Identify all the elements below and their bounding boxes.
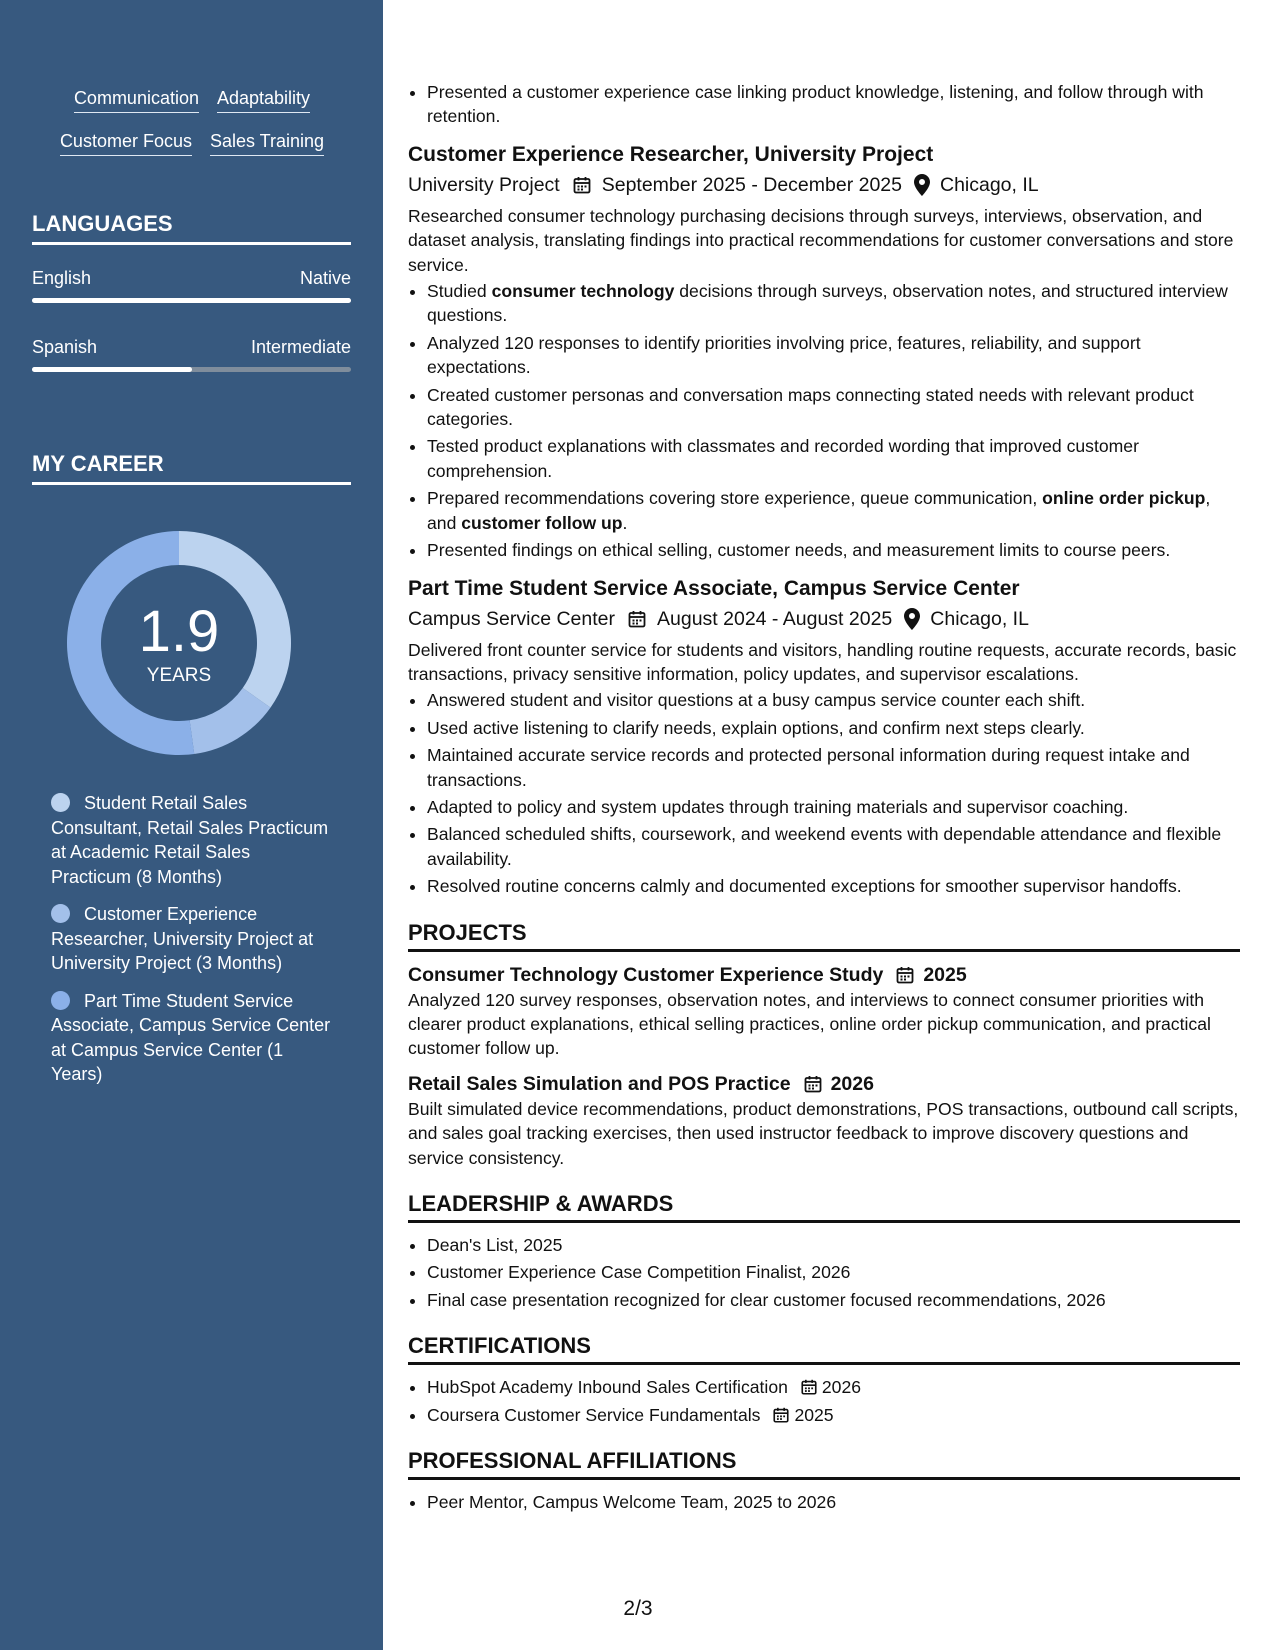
affiliation-item: • Peer Mentor, Campus Welcome Team, 2025 to 2026	[427, 1490, 1240, 1514]
career-legend-text: Part Time Student Service Associate, Campus Service Center at Campus Service Center (1 Years)	[51, 990, 331, 1084]
bullet-item	[427, 486, 1240, 535]
job-title: Part Time Student Service Associate, Campus Service Center	[408, 576, 1020, 600]
bullet-item	[427, 743, 1240, 792]
award-item: • Customer Experience Case Competition Finalist, 2026	[427, 1260, 1240, 1284]
project-title	[408, 1071, 1240, 1097]
bullet-text: Created customer personas and conversation maps connecting stated needs with relevant product categories.	[427, 384, 1194, 430]
job-meta	[408, 606, 1240, 632]
language-item	[32, 266, 351, 303]
skill-tag: Sales Training	[210, 129, 324, 156]
job-bullets	[408, 688, 1240, 898]
certification-year: 2025	[794, 1404, 834, 1425]
skill-row	[32, 129, 352, 156]
job-location: Chicago, IL	[930, 607, 1029, 630]
sidebar	[0, 0, 383, 1650]
certifications-list	[408, 1375, 1240, 1427]
project-name: Consumer Technology Customer Experience Study	[408, 963, 884, 986]
awards-heading: LEADERSHIP & AWARDS	[408, 1190, 1240, 1223]
certification-row	[427, 1403, 1240, 1427]
bullet-item	[427, 279, 1240, 328]
projects-list	[408, 962, 1240, 1170]
language-level: Intermediate	[250, 337, 351, 357]
skill-tag: Communication	[74, 86, 199, 113]
bullet-item	[427, 795, 1240, 819]
bullet-keyword: customer follow up	[461, 512, 623, 533]
bullet-item	[427, 434, 1240, 483]
bullet-item	[427, 538, 1240, 562]
calendar-icon	[895, 965, 915, 985]
legend-dot-icon	[51, 991, 70, 1010]
project-year: 2025	[923, 963, 967, 986]
project-year: 2026	[830, 1072, 874, 1095]
job-org: Campus Service Center	[408, 607, 615, 630]
bullet-text: Tested product explanations with classmates and recorded wording that improved customer comprehension.	[427, 436, 1139, 481]
career-legend-item	[51, 989, 331, 1087]
experience-list	[408, 141, 1240, 899]
affiliations-heading: PROFESSIONAL AFFILIATIONS	[408, 1447, 1240, 1480]
affiliations-list	[408, 1490, 1240, 1514]
bullet-text: , and	[427, 488, 1211, 533]
certification-item	[427, 1375, 1240, 1399]
certification-name: • HubSpot Academy Inbound Sales Certification	[427, 1377, 788, 1398]
job-title: Customer Experience Researcher, University Project	[408, 142, 934, 166]
career-legend-item	[51, 902, 331, 976]
certification-item	[427, 1403, 1240, 1427]
language-name: English	[32, 268, 92, 288]
award-item: • Final case presentation recognized for clear customer focused recommendations, 2026	[427, 1288, 1240, 1312]
awards-list	[408, 1233, 1240, 1312]
location-pin-icon	[904, 608, 920, 630]
page-number: 2/3	[623, 1597, 653, 1620]
bullet-text: Analyzed 120 responses to identify priorities involving price, features, reliability, and support expectations.	[427, 332, 1141, 378]
main-content	[408, 80, 1240, 1517]
bullet-text: Maintained accurate service records and protected personal information during request intake and transactions.	[427, 745, 1190, 790]
career-heading: MY CAREER	[32, 450, 351, 485]
calendar-icon	[800, 1378, 818, 1396]
certification-row	[427, 1375, 1240, 1399]
language-item	[32, 335, 351, 372]
bullet-text: Adapted to policy and system updates through training materials and supervisor coaching.	[427, 796, 1129, 817]
calendar-icon	[572, 175, 592, 195]
language-bar	[32, 367, 351, 372]
bullet-text: Resolved routine concerns calmly and documented exceptions for smoother supervisor handoffs.	[427, 876, 1182, 897]
job-meta	[408, 172, 1240, 198]
bullet-text: Balanced scheduled shifts, coursework, and weekend events with dependable attendance and flexible availability.	[427, 824, 1222, 869]
projects-heading: PROJECTS	[408, 919, 1240, 952]
job-bullets	[408, 279, 1240, 562]
career-total-unit: YEARS	[146, 665, 212, 686]
bullet-keyword: consumer technology	[491, 281, 675, 302]
bullet-item	[427, 331, 1240, 380]
bullet-text: decisions through surveys, observation notes, and structured interview questions.	[427, 281, 1228, 326]
bullet-text: Prepared recommendations covering store experience, queue communication,	[427, 488, 1043, 509]
continued-bullets	[408, 80, 1240, 129]
language-bar	[32, 298, 351, 303]
bullet-item	[427, 688, 1240, 712]
language-level: Native	[299, 268, 351, 288]
bullet-text: Answered student and visitor questions at a busy campus service counter each shift.	[427, 690, 1086, 711]
job-summary: Delivered front counter service for students and visitors, handling routine requests, accurate records, basic transactions, privacy sensitive information, policy updates, and supervisor escalations.	[408, 639, 1237, 684]
bullet-text: .	[622, 512, 628, 533]
bullet-item	[427, 822, 1240, 871]
legend-dot-icon	[51, 793, 70, 812]
skill-row	[32, 86, 352, 113]
bullet-text: Presented findings on ethical selling, customer needs, and measurement limits to course peers.	[427, 540, 1171, 561]
career-legend	[51, 791, 331, 1100]
bullet-text: Studied	[427, 281, 492, 302]
award-item: • Dean's List, 2025	[427, 1233, 1240, 1257]
career-legend-text: Customer Experience Researcher, University Project at University Project (3 Months)	[51, 904, 314, 973]
certification-name: • Coursera Customer Service Fundamentals	[427, 1404, 761, 1425]
job-org: University Project	[408, 173, 560, 196]
language-bar-fill	[32, 367, 192, 372]
certification-year: 2026	[821, 1377, 862, 1398]
bullet-item: • Presented a customer experience case linking product knowledge, listening, and follow through with retention.	[427, 80, 1240, 129]
skill-tag: Adaptability	[217, 86, 310, 113]
calendar-icon	[627, 609, 647, 629]
career-legend-item	[51, 791, 331, 889]
project-title	[408, 962, 1240, 988]
language-bar-fill	[32, 298, 351, 303]
certifications-heading: CERTIFICATIONS	[408, 1332, 1240, 1365]
project-name: Retail Sales Simulation and POS Practice	[408, 1072, 791, 1095]
job-dates: September 2025 - December 2025	[601, 173, 902, 196]
skills-list	[32, 86, 352, 172]
bullet-keyword: online order pickup	[1042, 488, 1206, 509]
career-legend-text: Student Retail Sales Consultant, Retail Sales Practicum at Academic Retail Sales Practicum (8 Months)	[51, 793, 329, 887]
project-description: Analyzed 120 survey responses, observation notes, and interviews to connect consumer priorities with clearer product explanations, ethical selling practices, online order pickup communication, and practical customer follow up.	[408, 989, 1211, 1059]
language-name: Spanish	[32, 337, 98, 357]
calendar-icon	[803, 1074, 823, 1094]
legend-dot-icon	[51, 904, 70, 923]
project-description: Built simulated device recommendations, product demonstrations, POS transactions, outbound call scripts, and sales goal tracking exercises, then used instructor feedback to improve discovery questions and service consistency.	[408, 1098, 1239, 1168]
career-total-years: 1.9	[138, 599, 220, 664]
location-pin-icon	[914, 174, 930, 196]
job-summary: Researched consumer technology purchasing decisions through surveys, interviews, observation, and dataset analysis, translating findings into practical recommendations for customer conversations and store service.	[408, 205, 1234, 275]
bullet-item	[427, 874, 1240, 898]
calendar-icon	[772, 1406, 790, 1424]
job-location: Chicago, IL	[939, 173, 1039, 196]
bullet-item	[427, 383, 1240, 432]
bullet-text: Used active listening to clarify needs, explain options, and confirm next steps clearly.	[427, 717, 1085, 738]
languages-heading: LANGUAGES	[32, 210, 351, 245]
skill-tag: Customer Focus	[60, 129, 192, 156]
bullet-item	[427, 716, 1240, 740]
job-dates: August 2024 - August 2025	[657, 607, 893, 630]
